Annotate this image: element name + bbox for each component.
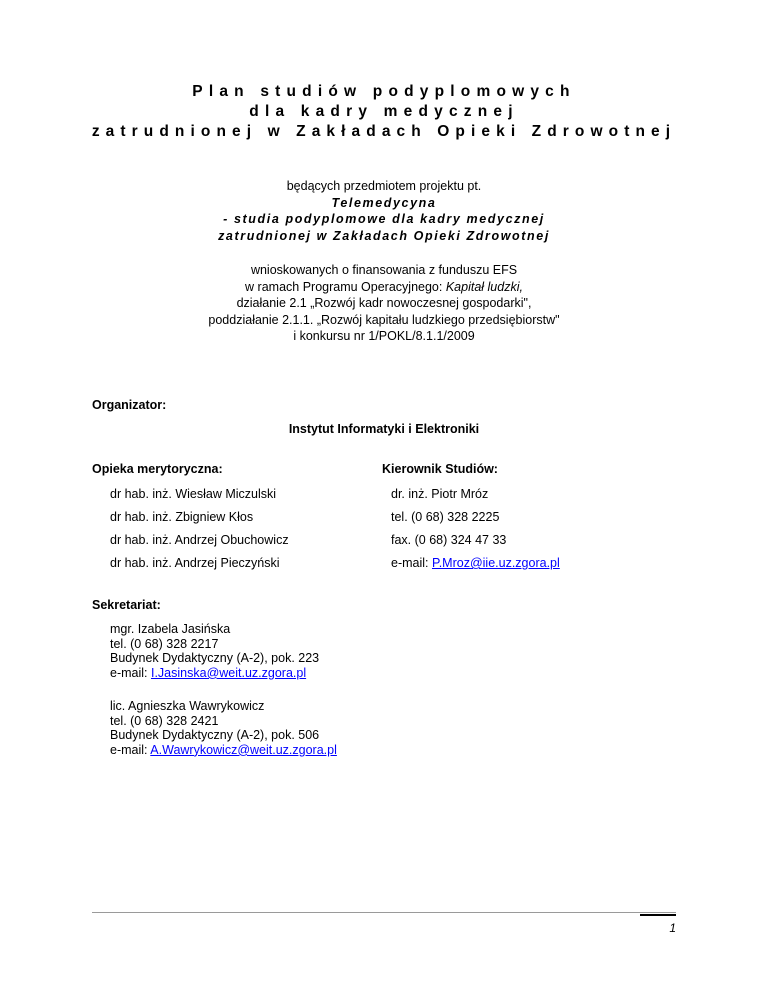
organizer-label: Organizator: [92, 398, 167, 412]
contact-1-email-line [110, 666, 319, 681]
page-number-marker [640, 914, 676, 916]
supervisor-3: dr hab. inż. Andrzej Obuchowicz [110, 533, 289, 547]
funding-line-3: działanie 2.1 „Rozwój kadr nowoczesnej gospodarki", [236, 296, 532, 310]
director-email-prefix: e-mail: [391, 556, 432, 570]
secretariat-contact-1 [110, 622, 319, 680]
project-subtitle-2: zatrudnionej w Zakładach Opieki Zdrowotnej [218, 228, 550, 243]
funding-line-5: i konkursu nr 1/POKL/8.1.1/2009 [293, 329, 475, 343]
secretariat-label: Sekretariat: [92, 598, 161, 612]
supervisor-1: dr hab. inż. Wiesław Miczulski [110, 487, 277, 501]
director-tel: tel. (0 68) 328 2225 [391, 510, 500, 524]
page-number: 1 [669, 921, 676, 935]
footer-divider [92, 912, 676, 913]
director-label: Kierownik Studiów: [382, 462, 498, 476]
supervisor-4: dr hab. inż. Andrzej Pieczyński [110, 556, 280, 570]
contact-1-address: Budynek Dydaktyczny (A-2), pok. 223 [110, 651, 320, 666]
funding-line-4: poddziałanie 2.1.1. „Rozwój kapitału ludzkiego przedsiębiorstw" [208, 312, 560, 327]
contact-1-tel: tel. (0 68) 328 2217 [110, 636, 219, 651]
funding-description [0, 262, 768, 345]
project-intro: będących przedmiotem projektu pt. [286, 179, 482, 193]
funding-program-name: Kapitał ludzki, [445, 279, 523, 294]
title-line-2: dla kadry medycznej [249, 103, 519, 120]
title-line-1: Plan studiów podyplomowych [192, 83, 576, 100]
project-name: Telemedycyna [331, 195, 437, 210]
project-description [0, 178, 768, 244]
funding-line-2-prefix: w ramach Programu Operacyjnego: [245, 279, 446, 294]
secretariat-contact-2 [110, 699, 337, 757]
funding-line-2 [0, 279, 768, 296]
contact-2-email-prefix: e-mail: [110, 742, 151, 757]
document-title [0, 82, 768, 142]
contact-2-name: lic. Agnieszka Wawrykowicz [110, 699, 265, 713]
director-fax: fax. (0 68) 324 47 33 [391, 533, 507, 547]
director-name: dr. inż. Piotr Mróz [391, 487, 489, 501]
director-email-line [391, 556, 560, 570]
contact-1-email-prefix: e-mail: [110, 665, 151, 680]
supervisor-2: dr hab. inż. Zbigniew Kłos [110, 510, 254, 524]
contact-1-name: mgr. Izabela Jasińska [110, 622, 231, 636]
funding-line-1: wnioskowanych o finansowania z funduszu EFS [250, 263, 518, 277]
supervision-label: Opieka merytoryczna: [92, 462, 223, 476]
organizer-value: Instytut Informatyki i Elektroniki [288, 422, 480, 436]
contact-2-tel: tel. (0 68) 328 2421 [110, 713, 219, 728]
contact-1-email-link[interactable]: I.Jasinska@weit.uz.zgora.pl [150, 665, 307, 680]
project-subtitle-1: - studia podyplomowe dla kadry medycznej [223, 212, 545, 226]
director-email-link[interactable]: P.Mroz@iie.uz.zgora.pl [431, 556, 560, 570]
title-line-3: zatrudnionej w Zakładach Opieki Zdrowotnej [91, 123, 677, 140]
contact-2-email-line [110, 743, 337, 758]
contact-2-address: Budynek Dydaktyczny (A-2), pok. 506 [110, 728, 320, 743]
contact-2-email-link[interactable]: A.Wawrykowicz@weit.uz.zgora.pl [150, 742, 337, 757]
